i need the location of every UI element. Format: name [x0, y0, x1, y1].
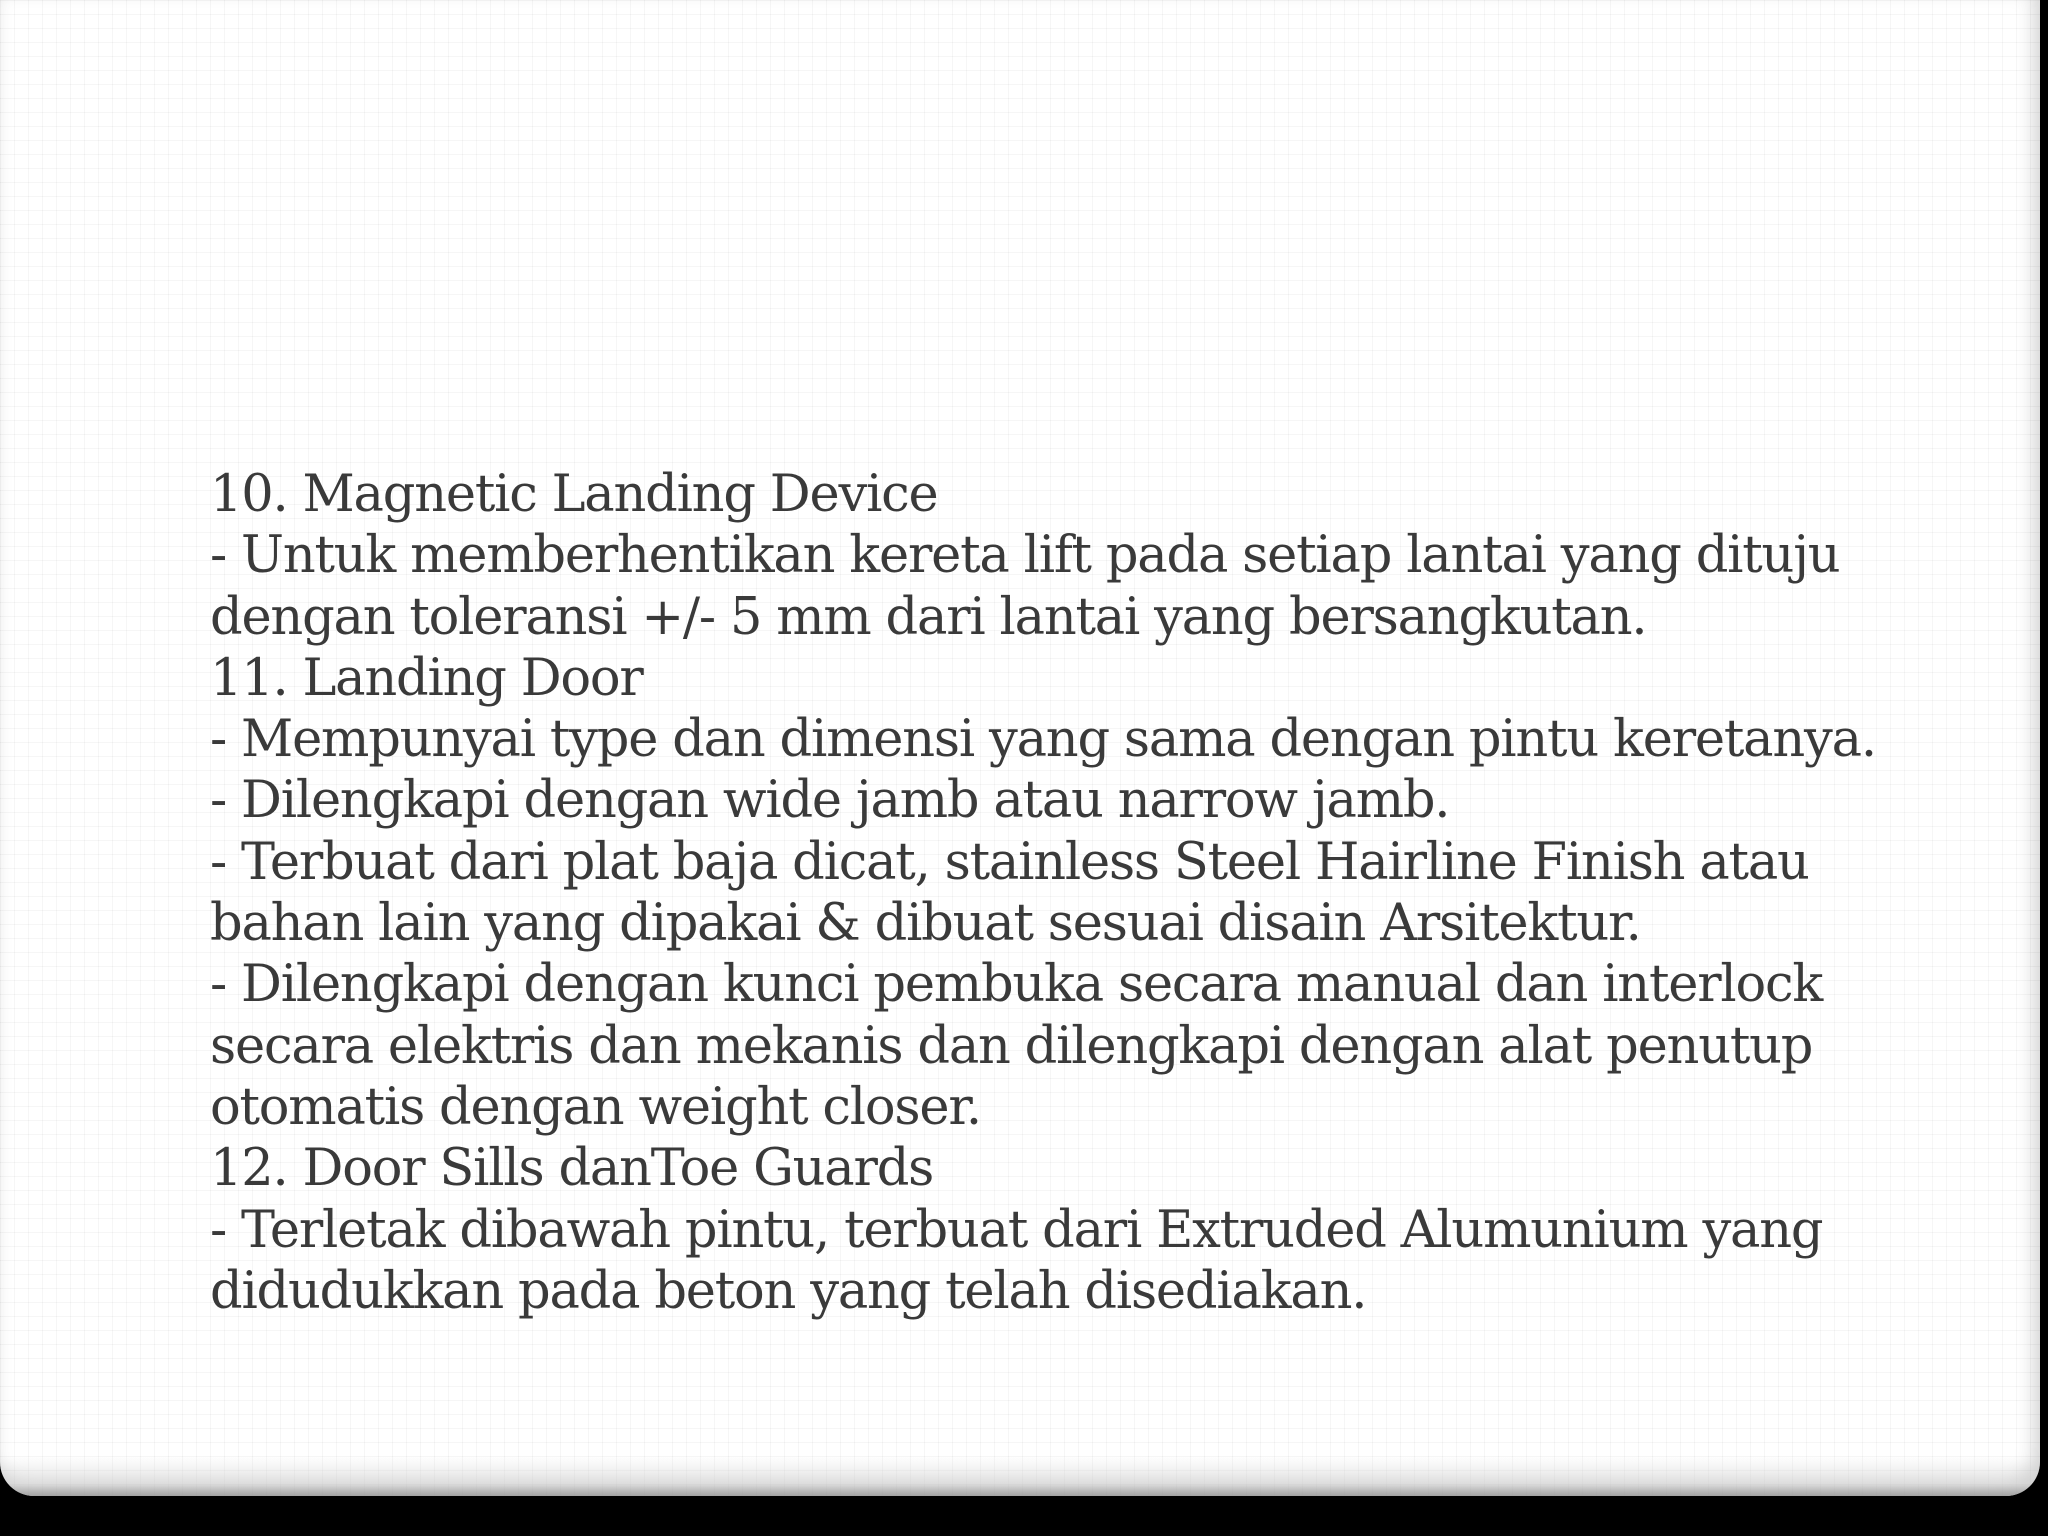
- heading-door-sills-toe-guards: 12. Door Sills danToe Guards: [210, 1139, 934, 1199]
- text-line: dengan toleransi +/- 5 mm dari lantai yang bersangkutan.: [210, 587, 1647, 647]
- heading-magnetic-landing-device: 10. Magnetic Landing Device: [210, 465, 938, 524]
- text-line: - Terletak dibawah pintu, terbuat dari Extruded Alumunium yang: [210, 1200, 1823, 1260]
- text-line: didudukkan pada beton yang telah disediakan.: [210, 1261, 1367, 1321]
- text-line: - Terbuat dari plat baja dicat, stainless Steel Hairline Finish atau: [210, 832, 1809, 892]
- text-line: - Dilengkapi dengan wide jamb atau narrow jamb.: [210, 771, 1450, 831]
- text-line: - Mempunyai type dan dimensi yang sama dengan pintu keretanya.: [210, 710, 1876, 770]
- text-line: - Dilengkapi dengan kunci pembuka secara manual dan interlock: [210, 955, 1823, 1015]
- text-line: otomatis dengan weight closer.: [210, 1077, 981, 1137]
- text-line: - Untuk memberhentikan kereta lift pada setiap lantai yang dituju: [210, 526, 1840, 586]
- page-curl-shadow: [0, 1456, 2040, 1496]
- heading-landing-door: 11. Landing Door: [210, 648, 643, 708]
- slide-body-text: [210, 464, 1876, 1322]
- text-line: bahan lain yang dipakai & dibuat sesuai disain Arsitektur.: [210, 894, 1641, 954]
- text-line: secara elektris dan mekanis dan dilengkapi dengan alat penutup: [210, 1016, 1813, 1076]
